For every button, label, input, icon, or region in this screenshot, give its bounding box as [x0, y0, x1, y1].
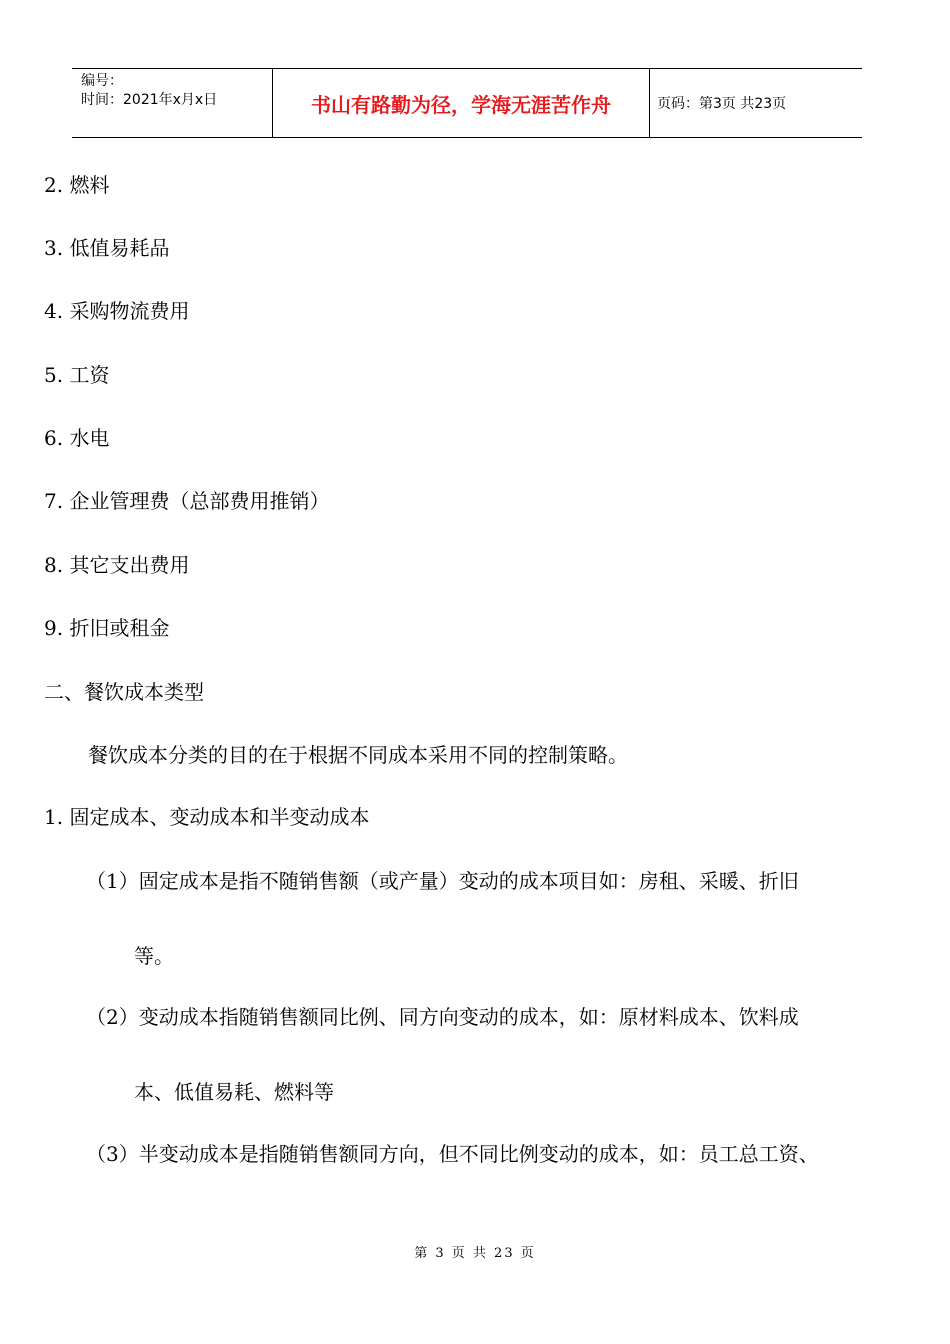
- list-item-consumables: 3. 低值易耗品: [44, 236, 170, 260]
- item-variable-cost: （2）变动成本指随销售额同比例、同方向变动的成本，如：原材料成本、饮料成: [86, 1005, 799, 1029]
- paragraph: 餐饮成本分类的目的在于根据不同成本采用不同的控制策略。: [88, 743, 628, 767]
- page-info: 页码：第3页 共23页: [657, 96, 787, 112]
- item-fixed-cost: （1）固定成本是指不随销售额（或产量）变动的成本项目如：房租、采暖、折旧: [86, 869, 799, 893]
- number-label: 编号：: [81, 73, 123, 89]
- motto-text: 书山有路勤为径，学海无涯苦作舟: [311, 93, 611, 117]
- list-item-logistics: 4. 采购物流费用: [44, 299, 190, 323]
- section-heading: 二、餐饮成本类型: [44, 680, 204, 704]
- page-footer: 第 3 页 共 23 页: [414, 1246, 536, 1261]
- list-item-fuel: 2. 燃料: [44, 173, 110, 197]
- item-variable-cost-cont: 本、低值易耗、燃料等: [134, 1080, 334, 1104]
- header-left-cell: [72, 69, 272, 137]
- time-label: 时间：2021年x月x日: [81, 92, 218, 108]
- header-right-cell: [649, 69, 862, 137]
- list-item-management-fee: 7. 企业管理费（总部费用推销）: [44, 489, 330, 513]
- item-semi-variable-cost: （3）半变动成本是指随销售额同方向，但不同比例变动的成本，如：员工总工资、: [86, 1142, 819, 1166]
- list-item-wages: 5. 工资: [44, 363, 110, 387]
- list-item-depreciation: 9. 折旧或租金: [44, 616, 170, 640]
- item-fixed-cost-cont: 等。: [134, 944, 174, 968]
- list-item-other-expenses: 8. 其它支出费用: [44, 553, 190, 577]
- list-item-utilities: 6. 水电: [44, 426, 110, 450]
- header-motto-cell: [272, 69, 650, 137]
- subheading: 1. 固定成本、变动成本和半变动成本: [44, 805, 370, 829]
- page-header: [72, 68, 862, 138]
